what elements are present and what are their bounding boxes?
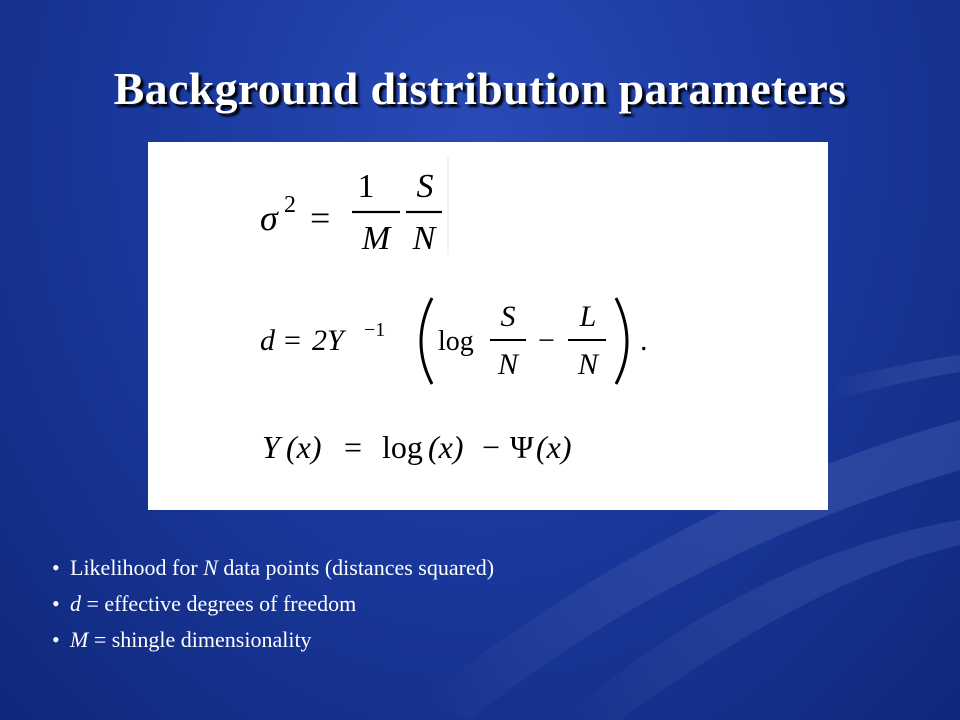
psi-symbol: Ψ: [510, 429, 534, 465]
bullet-dot: •: [52, 555, 60, 580]
y-argument: (x): [286, 429, 322, 465]
y-log-argument: (x): [428, 429, 464, 465]
bullet-dot: •: [52, 627, 60, 652]
d-exponent: −1: [364, 319, 386, 341]
d-minus: −: [538, 324, 555, 357]
sigma-symbol: σ: [260, 198, 278, 238]
bullet-text: = shingle dimensionality: [88, 627, 312, 652]
frac2-numerator: S: [416, 168, 434, 205]
y-log-word: log: [382, 429, 423, 465]
dfrac2-denominator: N: [577, 348, 599, 381]
equations-figure: [148, 142, 828, 510]
dfrac1-numerator: S: [500, 300, 516, 333]
log-word: log: [438, 326, 474, 357]
equation-sigma: [260, 156, 448, 257]
y-minus: −: [482, 429, 501, 465]
bullet-text-tail: data points (distances squared): [217, 555, 495, 580]
bullet-item-likelihood: [52, 550, 494, 586]
sigma-exponent: 2: [284, 192, 296, 218]
frac1-numerator: 1: [357, 168, 375, 205]
bullet-list: [52, 550, 494, 658]
d-equals: =: [284, 324, 301, 357]
y-equals: =: [344, 429, 363, 465]
equation-d: [260, 298, 648, 384]
right-paren: [616, 298, 627, 384]
bullet-text: = effective degrees of freedom: [81, 591, 357, 616]
sigma-equals: =: [310, 198, 331, 238]
bullet-variable: M: [70, 627, 89, 652]
y-symbol: Y: [262, 429, 280, 465]
bullet-variable: d: [70, 591, 81, 616]
equation-y: [262, 429, 572, 465]
psi-argument: (x): [536, 429, 572, 465]
frac1-denominator: M: [361, 220, 391, 257]
dfrac1-denominator: N: [497, 348, 519, 381]
bullet-item-dimensionality: [52, 622, 494, 658]
d-symbol: d: [260, 324, 275, 357]
bullet-item-degrees: [52, 586, 494, 622]
equation-panel: [148, 142, 828, 510]
left-paren: [421, 298, 432, 384]
bullet-dot: •: [52, 591, 60, 616]
slide-title: Background distribution parameters: [113, 63, 847, 114]
frac2-denominator: N: [412, 220, 436, 257]
dfrac2-numerator: L: [579, 300, 597, 333]
d-coefficient: 2Y: [312, 324, 344, 357]
bullet-text: Likelihood for: [70, 555, 204, 580]
bullet-variable: N: [203, 555, 218, 580]
d-period: .: [640, 324, 648, 357]
